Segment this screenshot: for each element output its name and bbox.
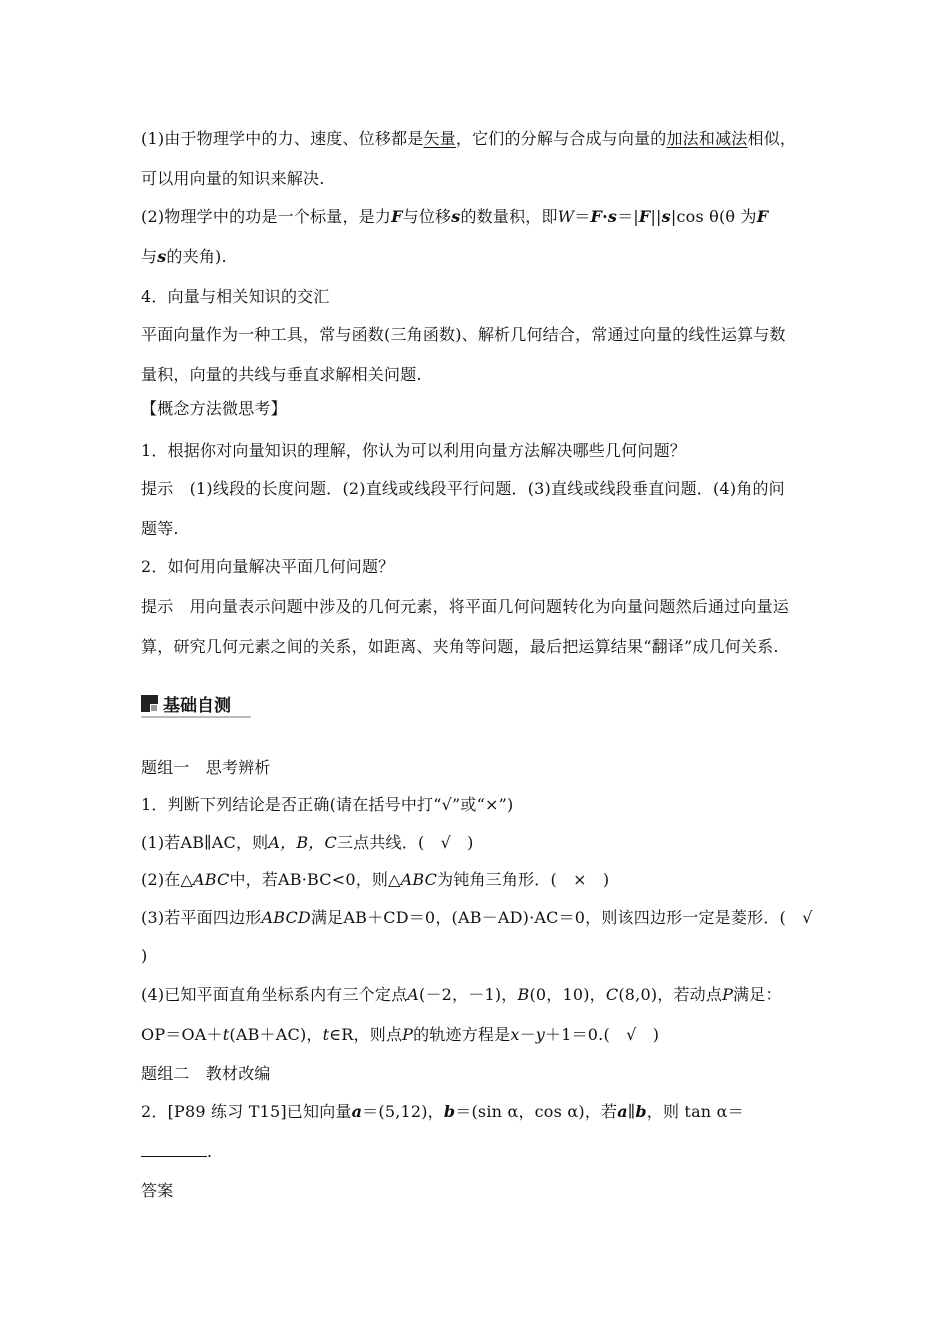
text: ＋1＝0.( √ ) (545, 1025, 660, 1044)
vector-symbol: b (635, 1102, 647, 1121)
section-marker-icon (141, 695, 158, 712)
text: · (602, 207, 608, 226)
para-physics-line2: 可以用向量的知识来解决. (141, 169, 325, 188)
text: 三点共线．( √ ) (336, 833, 474, 852)
math-symbol: t (222, 1025, 230, 1044)
math-symbol: ABC (192, 870, 230, 889)
text: ，则 tan α＝ (646, 1102, 744, 1121)
text: 满足： (733, 985, 782, 1004)
text: (2)在△ (141, 870, 193, 889)
text: ∈R，则点 (329, 1025, 403, 1044)
exercise-2-line1 (141, 1101, 744, 1123)
vector-symbol: F (391, 207, 403, 226)
math-symbol: ABCD (261, 908, 311, 927)
hint-1-line2: 题等. (141, 519, 179, 538)
vector-symbol: F (638, 207, 651, 226)
answer-blank (141, 1142, 207, 1157)
text: || (650, 207, 662, 226)
para-work-line1 (141, 206, 768, 228)
group-2-heading: 题组二 教材改编 (141, 1064, 271, 1083)
text: 2．[P89 练习 T15]已知向量 (141, 1102, 352, 1121)
text: (4)已知平面直角坐标系内有三个定点 (141, 985, 408, 1004)
question-1: 1．根据你对向量知识的理解，你认为可以利用向量方法解决哪些几何问题？ (141, 441, 686, 460)
exercise-2-line2 (141, 1141, 212, 1163)
math-symbol: P (722, 985, 734, 1004)
vector-symbol: F (590, 207, 603, 226)
vector-symbol: s (157, 247, 167, 266)
text: ＝ (574, 207, 591, 226)
text: 相似， (747, 129, 797, 148)
vector-symbol: F (756, 207, 769, 226)
underlined-term: 矢量 (423, 129, 456, 148)
text: 的轨迹方程是 (413, 1025, 511, 1044)
exercise-1-item-4-line1 (141, 984, 782, 1006)
text: 满足AB＋CD＝0，(AB－AD)·AC＝0，则该四边形一定是菱形．( √ (310, 908, 813, 927)
concept-heading: 【概念方法微思考】 (141, 399, 287, 418)
text: ＝(5,12)， (362, 1102, 444, 1121)
text: (－2，－1)， (419, 985, 518, 1004)
text: OP＝OA＋ (141, 1025, 223, 1044)
para-work-line2 (141, 246, 227, 268)
vector-symbol: s (661, 207, 671, 226)
math-symbol: t (322, 1025, 330, 1044)
hint-2-line2: 算，研究几何元素之间的关系，如距离、夹角等问题，最后把运算结果“翻译”成几何关系. (141, 637, 779, 656)
section-title: 基础自测 (163, 696, 231, 716)
text: 为钝角三角形．( × ) (437, 870, 610, 889)
text: 与 (141, 247, 158, 266)
math-symbol: C (605, 985, 619, 1004)
text: (AB＋AC)， (229, 1025, 323, 1044)
math-symbol: A (407, 985, 420, 1004)
text: － (519, 1025, 536, 1044)
para-physics-line1 (141, 128, 796, 150)
text: (3)若平面四边形 (141, 908, 262, 927)
text: (1)由于物理学中的力、速度、位移都是 (141, 129, 424, 148)
group-1-heading: 题组一 思考辨析 (141, 758, 271, 777)
hint-1-line1: 提示 (1)线段的长度问题．(2)直线或线段平行问题．(3)直线或线段垂直问题．(4)角的问 (141, 479, 785, 498)
text: 的数量积，即 (460, 207, 558, 226)
text: ，它们的分解与合成与向量的 (455, 129, 667, 148)
text: 中，若AB·BC<0，则△ (229, 870, 401, 889)
vector-symbol: s (451, 207, 461, 226)
text: . (207, 1142, 213, 1161)
math-symbol: y (535, 1025, 546, 1044)
math-symbol: W (557, 207, 575, 226)
text: (2)物理学中的功是一个标量，是力 (141, 207, 392, 226)
underlined-term: 加法和减法 (666, 129, 748, 148)
text: ＝(sin α，cos α)，若 (455, 1102, 618, 1121)
exercise-1-item-3-line2: ) (141, 946, 148, 965)
math-symbol: x (510, 1025, 520, 1044)
text: (1)若AB∥AC，则 (141, 833, 269, 852)
math-symbol: B (517, 985, 530, 1004)
text: |cos θ(θ 为 (670, 207, 757, 226)
section-underline (141, 716, 251, 718)
question-2: 2．如何用向量解决平面几何问题？ (141, 557, 395, 576)
vector-symbol: b (443, 1102, 456, 1121)
exercise-1-item-1 (141, 832, 474, 854)
text: (8,0)，若动点 (618, 985, 723, 1004)
vector-symbol: a (617, 1102, 628, 1121)
section-header (141, 690, 251, 718)
para-intersection-line1: 平面向量作为一种工具，常与函数(三角函数)、解析几何结合，常通过向量的线性运算与数 (141, 325, 786, 344)
para-intersection-line2: 量积，向量的共线与垂直求解相关问题. (141, 365, 422, 384)
math-symbol: ABC (400, 870, 438, 889)
math-symbol: P (402, 1025, 414, 1044)
hint-2-line1: 提示 用向量表示问题中涉及的几何元素，将平面几何问题转化为向量问题然后通过向量运 (141, 597, 790, 616)
exercise-1-item-3-line1 (141, 907, 813, 929)
text: ∥ (627, 1102, 636, 1121)
text: (0，10)， (529, 985, 606, 1004)
exercise-1-item-4-line2 (141, 1024, 659, 1046)
vector-symbol: a (351, 1102, 363, 1121)
exercise-1: 1．判断下列结论是否正确(请在括号中打“√”或“×”) (141, 795, 514, 814)
text: 的夹角). (166, 247, 227, 266)
text: 与位移 (402, 207, 452, 226)
math-symbol: A，B，C (268, 833, 337, 852)
answer-label: 答案 (141, 1181, 174, 1200)
heading-4: 4．向量与相关知识的交汇 (141, 287, 330, 306)
vector-symbol: s (607, 207, 618, 226)
text: ＝| (617, 207, 639, 226)
exercise-1-item-2 (141, 869, 609, 891)
